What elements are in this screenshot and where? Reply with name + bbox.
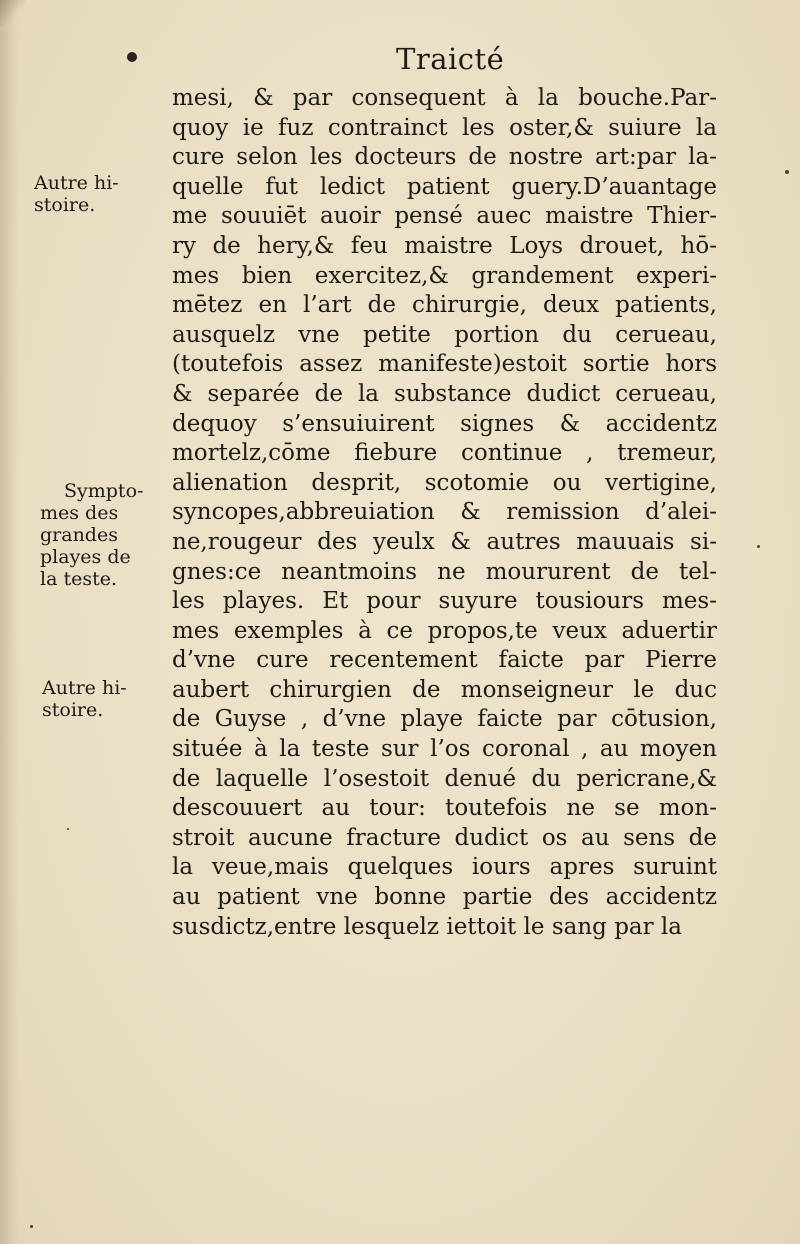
- margin-note-autre-histoire: [34, 172, 119, 216]
- margin-note-line: Autre hi-: [34, 172, 119, 194]
- text-line: aubert chirurgien de monseigneur le duc: [172, 676, 717, 703]
- margin-note-line: mes des: [40, 502, 119, 524]
- text-line: cure selon les docteurs de nostre art:par la-: [172, 144, 717, 171]
- text-line: de laquelle l’osestoit denué du pericrane,&: [172, 765, 717, 792]
- ink-speck: [785, 170, 789, 174]
- text-line: dequoy s’ensuiuirent signes & accidentz: [172, 410, 717, 437]
- margin-note-autre-histoire-2: [42, 677, 127, 721]
- text-line: susdictz,entre lesquelz iettoit le sang par la: [172, 913, 682, 940]
- margin-note-symptomes: [40, 480, 143, 590]
- text-line: située à la teste sur l’os coronal , au moyen: [172, 736, 717, 763]
- text-line: quelle fut ledict patient guery.D’auantage: [172, 173, 717, 200]
- header-ornament-icon: [127, 52, 137, 62]
- text-line: mortelz,cōme fiebure continue , tremeur,: [172, 440, 717, 467]
- text-line: (toutefois assez manifeste)estoit sortie hors: [172, 351, 717, 378]
- text-line: au patient vne bonne partie des accidentz: [172, 884, 717, 911]
- text-line: alienation desprit, scotomie ou vertigine,: [172, 469, 717, 496]
- margin-note-line: stoire.: [42, 699, 104, 721]
- text-line: mes exemples à ce propos,te veux aduertir: [172, 617, 717, 644]
- text-line: les playes. Et pour suyure tousiours mes-: [172, 588, 717, 615]
- text-line: ry de hery,& feu maistre Loys drouet, hō-: [172, 232, 717, 259]
- page-corner-mark: [0, 0, 26, 26]
- text-line: stroit aucune fracture dudict os au sens de: [172, 824, 717, 851]
- ink-speck: [757, 545, 760, 548]
- text-line: ausquelz vne petite portion du cerueau,: [172, 321, 717, 348]
- running-head: Traicté: [396, 42, 505, 76]
- text-line: & separée de la substance dudict cerueau,: [172, 380, 717, 407]
- text-line: descouuert au tour: toutefois ne se mon-: [172, 795, 717, 822]
- text-line: mes bien exercitez,& grandement experi-: [172, 262, 717, 289]
- ink-speck: [67, 828, 69, 830]
- text-line: quoy ie fuz contrainct les oster,& suiure la: [172, 114, 717, 141]
- margin-note-line: playes de: [40, 546, 131, 568]
- text-line: gnes:ce neantmoins ne moururent de tel-: [172, 558, 717, 585]
- text-line: d’vne cure recentement faicte par Pierre: [172, 647, 717, 674]
- text-line: de Guyse , d’vne playe faicte par cōtusion,: [172, 706, 717, 733]
- page-fold-shadow: [0, 0, 18, 1244]
- margin-note-line: stoire.: [34, 194, 96, 216]
- text-line: ne,rougeur des yeulx & autres mauuais si-: [172, 528, 717, 555]
- margin-note-line: la teste.: [40, 568, 117, 590]
- text-line: me souuiēt auoir pensé auec maistre Thier-: [172, 203, 717, 230]
- text-line: syncopes,abbreuiation & remission d’alei-: [172, 499, 717, 526]
- text-line: la veue,mais quelques iours apres suruint: [172, 854, 717, 881]
- main-text-block: [172, 84, 717, 942]
- margin-note-line: Sympto-: [64, 480, 144, 502]
- text-line: mesi, & par consequent à la bouche.Par-: [172, 85, 717, 111]
- text-line: mētez en l’art de chirurgie, deux patients,: [172, 292, 717, 319]
- margin-note-line: Autre hi-: [42, 677, 127, 699]
- ink-speck: [30, 1225, 33, 1228]
- margin-note-line: grandes: [40, 524, 118, 546]
